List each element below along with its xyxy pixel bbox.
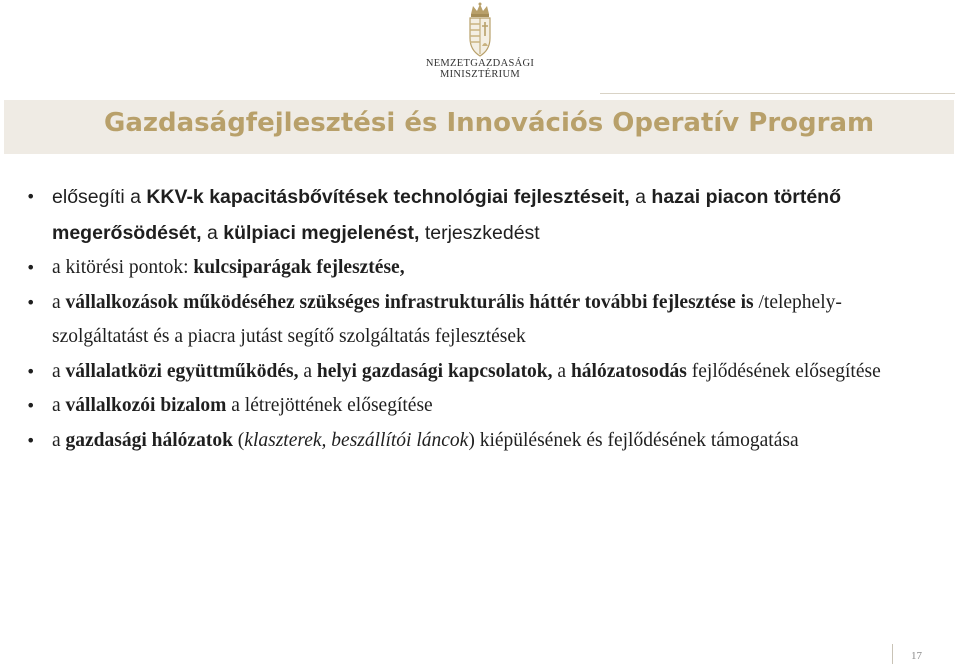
bullet-dot-icon: • (26, 396, 36, 415)
ministry-name-line2: MINISZTÉRIUM (439, 69, 520, 80)
bullet-item (26, 286, 926, 355)
bullet-text-segment: vállalatközi együttműködés, (65, 360, 299, 382)
header-divider (600, 93, 955, 94)
bullet-text-segment: a létrejöttének elősegítése (226, 395, 433, 416)
bullet-item (26, 389, 926, 424)
bullet-item (26, 180, 926, 251)
page-number-divider (892, 644, 893, 664)
bullet-item (26, 355, 926, 390)
bullet-text-segment: külpiaci megjelenést, (223, 221, 420, 244)
page-number: 17 (911, 650, 922, 662)
bullet-text-segment: /telephely-szolgáltatást és a piacra jutást segítő szolgáltatás fejlesztések (52, 291, 842, 347)
bullet-text (52, 430, 799, 451)
bullet-dot-icon: • (26, 430, 36, 450)
bullet-text-segment: a (52, 395, 66, 416)
bullet-text-segment: el (52, 186, 68, 208)
bullet-dot-icon: • (26, 361, 36, 381)
bullet-text-segment: segíti a (78, 186, 147, 208)
bullet-text-segment: a (629, 186, 652, 208)
bullet-text-segment: ) kiépülésének és fejlődésének támogatása (468, 429, 799, 451)
ministry-name-line1: NEMZETGAZDASÁGI (425, 58, 535, 69)
bullet-item (26, 251, 926, 286)
bullet-text-segment: a (552, 360, 571, 382)
bullet-list (26, 180, 926, 458)
bullet-text-segment: a (298, 360, 317, 382)
bullet-text-segment: ő (310, 186, 322, 208)
slide-title: Gazdaságfejlesztési és Innovációs Operatív Program (104, 108, 875, 138)
bullet-text-segment: vállalkozói bizalom (65, 395, 227, 416)
bullet-text-segment: klaszterek, beszállítói láncok (244, 429, 469, 451)
bullet-text-segment: hazai piacon történő megerősödését, (52, 186, 842, 244)
bullet-text-segment: ő (67, 186, 79, 208)
bullet-dot-icon: • (26, 258, 36, 277)
bullet-text (52, 257, 405, 278)
bullet-text-segment: fejlődésének elősegítése (686, 360, 881, 382)
bullet-text-segment: terjeszkedést (419, 221, 540, 244)
bullet-text-segment: a (201, 221, 224, 244)
bullet-text-segment: a (52, 291, 66, 313)
bullet-text-segment: kulcsiparágak fejlesztése, (193, 257, 405, 278)
bullet-text-segment: a kitörési pontok: (52, 257, 194, 278)
bullet-text (52, 361, 881, 382)
bullet-text-segment: KKV-k kapacitásb (146, 186, 310, 208)
bullet-text-segment: a (52, 429, 66, 451)
bullet-dot-icon: • (26, 187, 36, 206)
bullet-text-segment: vítések technológiai fejlesztéseit, (321, 186, 630, 208)
coat-of-arms-icon (465, 2, 495, 58)
bullet-text-segment: helyi gazdasági kapcsolatok, (316, 360, 553, 382)
bullet-text-segment: a (52, 360, 66, 382)
bullet-item (26, 424, 926, 459)
bullet-text-segment: gazdasági hálózatok (65, 429, 233, 451)
bullet-text-segment: ( (232, 429, 245, 451)
bullet-dot-icon: • (26, 292, 36, 312)
bullet-text (52, 395, 433, 416)
bullet-text-segment: vállalkozások működéséhez szükséges infrastrukturális háttér további fejlesztése is (65, 291, 754, 313)
ministry-logo (410, 2, 550, 88)
bullet-text (52, 292, 842, 348)
bullet-text (52, 187, 841, 244)
bullet-text-segment: hálózatosodás (570, 360, 687, 382)
